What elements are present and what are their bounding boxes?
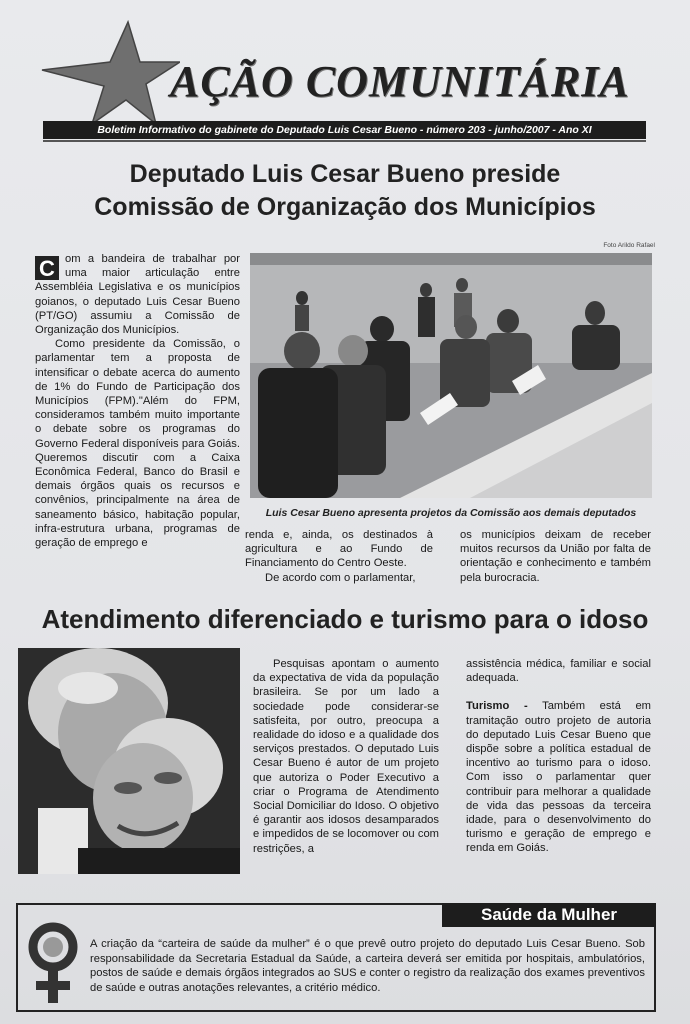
star-logo-icon <box>40 20 180 132</box>
article1-paragraph2: Como presidente da Comissão, o parlamentar tem a proposta de intensificar o debate acerca do aumento de 1% do Fundo de Participação dos Municípios (FPM)."Além do FPM, consideramos também muito importante o debate sobre os programas do Governo Federal disponíveis para Goiás. Queremos discutir com a Caixa Econômica Federal, Banco do Brasil e demais órgãos quais os recursos e convênios, principalmente na área de saneamento básico, habitação popular, infra-estrutura urbana, programas de geração de emprego e <box>35 338 240 550</box>
turismo-lead: Turismo - <box>466 700 528 713</box>
womens-health-box <box>16 903 656 1012</box>
photo-credit: Foto Arildo Rafael <box>603 242 655 249</box>
article1-headline-line2: Comissão de Organização dos Municípios <box>94 193 596 221</box>
article1-col2-paragraph1: renda e, ainda, os destinados à agricultura e ao Fundo de Financiamento do Centro Oeste. <box>245 529 433 570</box>
photo-caption: Luis Cesar Bueno apresenta projetos da Comissão aos demais deputados <box>265 507 637 519</box>
article2-paragraph1: Pesquisas apontam o aumento da expectativa de vida da população brasileira. Se por um lado a sociedade pode considerar-se satisfeita, por outro, preocupa a realidade do idoso e a qualidade dos serviços prestados. O deputado Luis Cesar Bueno é autor de um projeto que autoriza o Poder Executivo a criar o Programa de Atendimento Social Domiciliar do Idoso. O objetivo é garantir aos idosos desamparados e impedidos de se locomover ou com restrições, a <box>253 658 439 855</box>
masthead-divider <box>43 140 646 142</box>
article2-column2 <box>466 657 651 856</box>
article2-column1 <box>253 657 439 856</box>
masthead-title: AÇÃO COMUNITÁRIA <box>170 57 630 106</box>
article2-paragraph3: Também está em tramitação outro projeto de autoria do deputado Luis Cesar Bueno que dispõe sobre a política estadual de incentivo ao turismo para o idoso. Com isso o parlamentar quer contribuir para melhorar a qualidade de vida das pessoas da terceira idade, para o desenvolvimento do turismo e geração de emprego e renda em Goiás. <box>466 700 651 855</box>
venus-symbol-icon <box>24 919 82 1005</box>
article1-col2-paragraph2: De acordo com o parlamentar, <box>265 571 416 584</box>
article1-headline <box>40 158 650 224</box>
article1-column3 <box>460 528 651 585</box>
article1-paragraph1: om a bandeira de trabalhar por uma maior articulação entre Assembléia Legislativa e os municípios goianos, o deputado Luis Cesar Bueno (PT/GO) assumiu a Comissão de Organização dos Municípios. <box>35 253 240 337</box>
article2-paragraph2: assistência médica, familiar e social adequada. <box>466 658 651 685</box>
elderly-couple-photo <box>18 648 240 874</box>
article1-column2 <box>245 528 433 585</box>
article1-headline-line1: Deputado Luis Cesar Bueno preside <box>129 160 561 188</box>
masthead-info-bar: Boletim Informativo do gabinete do Deputado Luis Cesar Bueno - número 203 - junho/2007 - Ano XI <box>43 121 646 139</box>
box-title: Saúde da Mulher <box>442 903 656 927</box>
box-text: A criação da “carteira de saúde da mulher” é o que prevê outro projeto do deputado Luis Cesar Bueno. Sob responsabilidade da Secretaria Estadual da Saúde, a carteira deverá ser emitida por hospitais, ambulatórios, postos de saúde e demais órgãos integrados ao SUS e conter o registro da realização dos exames preventivos de saúde e outras anotações relevantes, a critério médico. <box>90 938 645 994</box>
article2-headline: Atendimento diferenciado e turismo para o idoso <box>41 604 649 634</box>
article1-column1 <box>35 252 240 550</box>
dropcap: C <box>35 256 59 280</box>
article1-col3-paragraph1: os municípios deixam de receber muitos recursos da União por falta de orientação e conhecimento e também pela burocracia. <box>460 529 651 584</box>
meeting-photo <box>250 253 652 498</box>
